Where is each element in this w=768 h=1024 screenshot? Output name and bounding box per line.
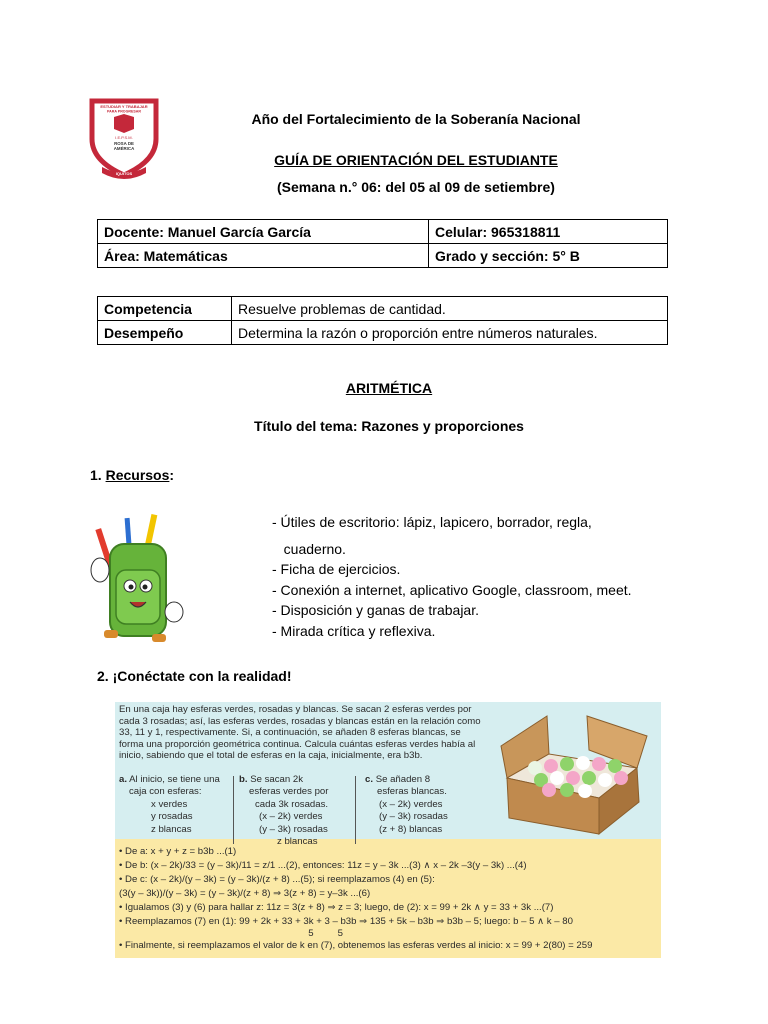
week-range: (Semana n.° 06: del 05 al 09 de setiembre): [277, 179, 555, 195]
step-c-value: (z + 8) blancas: [379, 823, 443, 835]
problem-box: [115, 702, 661, 958]
step-b-value: (x – 2k) verdes: [259, 811, 323, 823]
solution-step: • De a: x + y + z = b3b ...(1): [119, 846, 237, 857]
column-divider: [355, 776, 356, 844]
section-number: 1.: [90, 467, 102, 483]
sphere-box-picture: [487, 706, 657, 836]
section-recursos: [90, 467, 174, 483]
teacher-info-table: [97, 219, 668, 268]
step-a-value: z blancas: [151, 823, 192, 835]
step-a-text: Al inicio, se tiene una: [129, 774, 220, 785]
step-a-value: y rosadas: [151, 811, 193, 823]
step-b-value: (y – 3k) rosadas: [259, 823, 328, 835]
phone-cell: Celular: 965318811: [429, 220, 668, 244]
solution-step: • Reemplazamos (7) en (1): 99 + 2k + 33 + 3k + 3 – b3b ⇒ 135 + 5k – b3b ⇒ b3b – 5; luego: b – 5 ∧ k – 80: [119, 916, 573, 927]
step-b-text: Se sacan 2k: [250, 774, 304, 785]
solution-steps: [119, 845, 592, 953]
performance-value: Determina la razón o proporción entre números naturales.: [232, 321, 668, 345]
competence-table: [97, 296, 668, 345]
school-logo: [88, 95, 160, 181]
logo-motto-1: ESTUDIAR Y TRABAJAR: [100, 104, 148, 109]
performance-label: Desempeño: [98, 321, 232, 345]
competence-value: Resuelve problemas de cantidad.: [232, 297, 668, 321]
step-c-text: esferas blancas.: [377, 786, 447, 798]
solution-step: • De b: (x – 2k)/33 = (y – 3k)/11 = z/1 ...(2), entonces: 11z = y – 3k ...(3) ∧ x – 2k –3(y – 3k) ...(4): [119, 860, 527, 871]
solution-step: (3(y – 3k))/(y – 3k) = (y – 3k)/(z + 8) ⇒ 3(z + 8) = y–3k ...(6): [119, 888, 371, 899]
section-number: 2.: [97, 668, 109, 684]
section-title: Recursos: [105, 467, 170, 483]
section-colon: :: [169, 467, 175, 483]
competence-label: Competencia: [98, 297, 232, 321]
step-a-value: x verdes: [151, 798, 188, 810]
section-title: ¡Conéctate con la realidad!: [112, 668, 292, 684]
resource-item: - Útiles de escritorio: lápiz, lapicero, borrador, regla,: [272, 514, 592, 530]
resource-item: cuaderno.: [272, 540, 346, 557]
problem-statement: En una caja hay esferas verdes, rosadas y blancas. Se sacan 2 esferas verdes por cada 3 rosadas; así, las esferas verdes, rosadas y blancas están en la relación como 33, 11 y 1, respectivamente. Si, a continuación, se añaden 8 esferas blancas, se forma una proporción geométrica continua. Calcula cuántas esferas verdes había al inicio, sabiendo que el total de esferas en la caja, inicialmente, era b3b.: [119, 704, 481, 762]
resource-item: - Mirada crítica y reflexiva.: [272, 622, 436, 639]
step-a-text: caja con esferas:: [129, 786, 202, 798]
step-a-letter: a.: [119, 774, 128, 785]
step-c-value: (y – 3k) rosadas: [379, 811, 448, 823]
teacher-cell: Docente: Manuel García García: [98, 220, 429, 244]
area-cell: Área: Matemáticas: [98, 244, 429, 268]
year-title: Año del Fortalecimiento de la Soberanía Nacional: [251, 111, 581, 127]
step-c-column: [365, 774, 483, 836]
step-b-text: cada 3k rosadas.: [255, 798, 329, 810]
solution-step: • Igualamos (3) y (6) para hallar z: 11z = 3(z + 8) ⇒ z = 3; luego, de (2): x = 99 + 2k ∧ y = 33 + 3k ...(7): [119, 902, 554, 913]
solution-step-fraction: 5 5: [119, 928, 343, 939]
resource-item: - Ficha de ejercicios.: [272, 561, 401, 577]
step-a-column: [119, 774, 231, 836]
step-c-value: (x – 2k) verdes: [379, 798, 443, 810]
step-b-column: [239, 774, 351, 848]
subject-heading: ARITMÉTICA: [345, 380, 433, 396]
logo-name-1: ROSA DE: [114, 141, 134, 146]
topic-title: Título del tema: Razones y proporciones: [254, 418, 524, 434]
step-b-letter: b.: [239, 774, 248, 785]
resource-item: - Disposición y ganas de trabajar.: [272, 602, 479, 618]
step-c-text: Se añaden 8: [375, 774, 431, 785]
resource-list: [272, 512, 632, 641]
step-b-value: z blancas: [277, 836, 318, 848]
logo-name-2: AMÉRICA: [113, 146, 135, 151]
section-conectate: [97, 668, 292, 684]
resource-item: - Conexión a internet, aplicativo Google, classroom, meet.: [272, 581, 632, 598]
step-c-letter: c.: [365, 774, 374, 785]
solution-step: • De c: (x – 2k)/(y – 3k) = (y – 3k)/(z + 8) ...(5); si reemplazamos (4) en (5):: [119, 874, 435, 885]
logo-city: IQUITOS: [115, 171, 133, 176]
guide-title: GUÍA DE ORIENTACIÓN DEL ESTUDIANTE: [274, 152, 558, 168]
logo-school-code: I.E.P.S.M.: [115, 135, 133, 140]
grade-cell: Grado y sección: 5° B: [429, 244, 668, 268]
logo-motto-2: PARA PROGRESAR: [107, 109, 141, 114]
solution-step: • Finalmente, si reemplazamos el valor de k en (7), obtenemos las esferas verdes al inicio: x = 99 + 2(80) = 259: [119, 940, 593, 951]
backpack-illustration: [86, 510, 186, 650]
step-b-text: esferas verdes por: [249, 786, 329, 798]
column-divider: [233, 776, 234, 844]
